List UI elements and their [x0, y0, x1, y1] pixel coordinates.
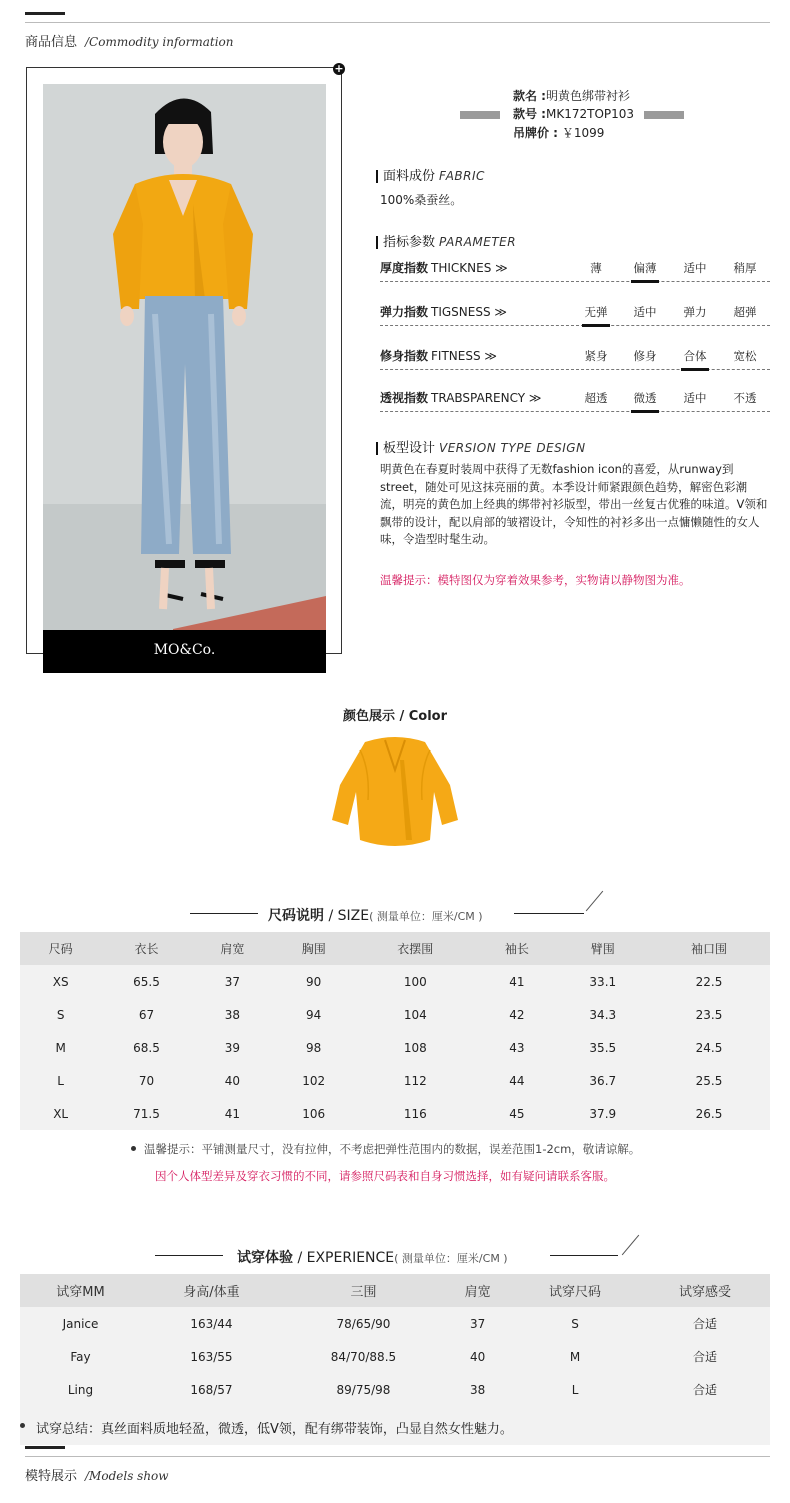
product-code: MK172TOP103	[545, 107, 635, 121]
parameter-label-cn: 弹力指数	[380, 305, 429, 319]
plus-icon[interactable]: +	[334, 62, 344, 75]
table-cell: 78/65/90	[282, 1307, 445, 1340]
table-row	[20, 1064, 770, 1097]
bullet-icon	[20, 1423, 25, 1428]
parameter-option: 适中	[633, 305, 657, 319]
parameter-option: 适中	[683, 261, 707, 275]
parameter-label	[380, 303, 507, 320]
table-cell: 26.5	[648, 1097, 770, 1130]
table-cell: 41	[192, 1097, 273, 1130]
table-cell: 163/44	[141, 1307, 282, 1340]
table-cell: 163/55	[141, 1340, 282, 1373]
parameter-label-cn: 透视指数	[380, 391, 429, 405]
parameter-heading	[376, 236, 516, 249]
table-cell: 102	[273, 1064, 354, 1097]
table-cell: 44	[476, 1064, 557, 1097]
table-cell: 22.5	[648, 965, 770, 998]
size-note: 温馨提示：平铺测量尺寸，没有拉伸，不考虑把弹性范围内的数据，误差范围1-2cm，敬请谅解。	[144, 1142, 641, 1156]
table-header-cell: 袖长	[504, 942, 529, 956]
parameter-option: 稍厚	[733, 261, 757, 275]
parameter-row	[380, 299, 770, 326]
table-row	[20, 1307, 770, 1340]
table-cell: 108	[354, 1031, 476, 1064]
table-cell: 34.3	[558, 998, 648, 1031]
parameter-label-en: THICKNES ≫	[431, 261, 508, 275]
table-cell: XL	[20, 1097, 101, 1130]
table-header-cell: 三围	[350, 1285, 377, 1300]
table-cell: M	[510, 1340, 640, 1373]
table-cell: XS	[20, 965, 101, 998]
design-description: 明黄色在春夏时装周中获得了无数fashion icon的喜爱，从runway到street，随处可见这抹亮丽的黄。本季设计师紧跟颜色趋势，解密色彩潮流，明亮的黄色加上经典的绑带衬衫版型，带出一丝复古优雅的味道。V领和飘带的设计，配以肩部的皱褶设计，令知性的衬衫多出一点慵懒随性的女人味，令造型时髦生动。	[380, 462, 768, 546]
parameter-label-en: FITNESS ≫	[431, 349, 497, 363]
table-row	[20, 1097, 770, 1130]
model-photo	[43, 84, 326, 630]
experience-title-line-right	[550, 1255, 618, 1256]
table-header-cell: 试穿尺码	[549, 1285, 602, 1300]
table-cell: L	[510, 1373, 640, 1406]
table-header-row	[20, 1274, 770, 1307]
size-title-line-left	[190, 913, 258, 914]
color-swatch-shirt[interactable]	[330, 730, 460, 860]
table-header-cell: 臂围	[590, 942, 615, 956]
design-title-cn: 板型设计	[383, 441, 436, 456]
models-section-title	[25, 1465, 169, 1484]
table-row	[20, 1031, 770, 1064]
section-accent-bar	[25, 12, 65, 15]
section-title-en: /Commodity information	[85, 35, 234, 49]
table-header-cell: 袖口围	[691, 942, 728, 956]
model-illustration	[43, 84, 326, 630]
fitting-summary	[20, 1406, 770, 1445]
design-title-en: VERSION TYPE DESIGN	[439, 441, 586, 455]
parameter-option: 宽松	[733, 349, 757, 363]
parameter-label	[380, 389, 542, 406]
table-cell: 33.1	[558, 965, 648, 998]
product-name: 明黄色绑带衬衫	[545, 89, 630, 103]
parameter-option: 紧身	[584, 349, 608, 363]
table-cell: 90	[273, 965, 354, 998]
table-cell: 100	[354, 965, 476, 998]
table-cell: 25.5	[648, 1064, 770, 1097]
table-cell: 36.7	[558, 1064, 648, 1097]
fitting-summary-text: 试穿总结：真丝面料质地轻盈，微透，低V领，配有绑带装饰，凸显自然女性魅力。	[36, 1422, 513, 1437]
parameter-option: 弹力	[683, 305, 707, 319]
parameter-title-cn: 指标参数	[383, 235, 436, 250]
table-cell: 106	[273, 1097, 354, 1130]
table-cell: 38	[445, 1373, 510, 1406]
info-decor-bar-right	[644, 111, 684, 119]
section-title-en: /Models show	[85, 1469, 169, 1483]
size-title-line-right	[514, 913, 584, 914]
experience-table	[20, 1274, 770, 1406]
size-unit: ( 测量单位：厘米/CM )	[369, 910, 483, 923]
product-code-line	[513, 105, 634, 122]
info-decor-bar-left	[460, 111, 500, 119]
experience-title	[237, 1247, 508, 1267]
table-cell: 42	[476, 998, 557, 1031]
table-cell: 112	[354, 1064, 476, 1097]
table-header-cell: 肩宽	[464, 1285, 491, 1300]
table-cell: M	[20, 1031, 101, 1064]
table-cell: 98	[273, 1031, 354, 1064]
table-cell: 37.9	[558, 1097, 648, 1130]
experience-title-line-left	[155, 1255, 223, 1256]
fabric-content: 100%桑蚕丝。	[380, 193, 463, 207]
size-title-slash	[586, 891, 603, 912]
experience-title-en: / EXPERIENCE	[297, 1250, 395, 1266]
table-cell: 39	[192, 1031, 273, 1064]
table-cell: Ling	[20, 1373, 141, 1406]
parameter-label-en: TRABSPARENCY ≫	[431, 391, 542, 405]
parameter-option-selected: 无弹	[576, 304, 616, 320]
commodity-section-title	[25, 31, 234, 50]
table-cell: S	[20, 998, 101, 1031]
table-cell: 89/75/98	[282, 1373, 445, 1406]
parameter-label-cn: 修身指数	[380, 349, 429, 363]
parameter-option-selected: 微透	[625, 390, 665, 406]
parameter-option: 薄	[590, 261, 602, 275]
table-cell: 24.5	[648, 1031, 770, 1064]
table-cell: S	[510, 1307, 640, 1340]
table-cell: L	[20, 1064, 101, 1097]
product-code-label: 款号 :	[513, 107, 546, 121]
table-row	[20, 998, 770, 1031]
fabric-heading	[376, 170, 485, 183]
table-cell: 116	[354, 1097, 476, 1130]
table-header-cell: 肩宽	[220, 942, 245, 956]
table-header-cell: 试穿感受	[679, 1285, 732, 1300]
parameter-label	[380, 347, 497, 364]
size-table	[20, 932, 770, 1130]
table-cell: Janice	[20, 1307, 141, 1340]
section-divider	[25, 22, 770, 23]
size-title-en: / SIZE	[328, 908, 370, 924]
table-cell: 40	[192, 1064, 273, 1097]
table-cell: 37	[445, 1307, 510, 1340]
bullet-icon	[131, 1146, 136, 1151]
table-cell: 45	[476, 1097, 557, 1130]
table-header-row	[20, 932, 770, 965]
size-title	[268, 905, 483, 925]
table-cell: 104	[354, 998, 476, 1031]
product-price-label: 吊牌价 :	[513, 126, 558, 140]
fabric-title-cn: 面料成份	[383, 169, 436, 184]
shirt-icon	[330, 730, 460, 860]
section-title-cn: 商品信息	[25, 35, 78, 50]
brand-logo-bar	[43, 630, 326, 673]
brand-logo: MO&Co.	[153, 642, 216, 658]
table-header-cell: 衣长	[134, 942, 159, 956]
table-cell: 合适	[640, 1307, 770, 1340]
parameter-row	[380, 255, 770, 282]
table-cell: 84/70/88.5	[282, 1340, 445, 1373]
parameter-row	[380, 343, 770, 370]
parameter-label-en: TIGSNESS ≫	[431, 305, 507, 319]
model-photo-tip: 温馨提示：模特图仅为穿着效果参考，实物请以静物图为准。	[380, 573, 691, 587]
table-cell: 37	[192, 965, 273, 998]
table-row	[20, 965, 770, 998]
parameter-option: 不透	[733, 391, 757, 405]
design-heading	[376, 442, 586, 455]
table-cell: 35.5	[558, 1031, 648, 1064]
table-cell: 43	[476, 1031, 557, 1064]
parameter-option-selected: 合体	[675, 348, 715, 364]
table-cell: 23.5	[648, 998, 770, 1031]
parameter-label-cn: 厚度指数	[380, 261, 429, 275]
experience-title-slash	[622, 1235, 639, 1256]
parameter-option-selected: 偏薄	[625, 260, 665, 276]
parameter-row	[380, 385, 770, 412]
parameter-label	[380, 259, 508, 276]
table-cell: 71.5	[101, 1097, 191, 1130]
table-header-cell: 衣摆围	[397, 942, 434, 956]
fabric-title-en: FABRIC	[439, 169, 485, 183]
parameter-option: 修身	[633, 349, 657, 363]
table-cell: 65.5	[101, 965, 191, 998]
section-accent-bar	[25, 1446, 65, 1449]
parameter-option: 适中	[683, 391, 707, 405]
product-price: ￥1099	[561, 126, 605, 140]
table-cell: Fay	[20, 1340, 141, 1373]
experience-title-cn: 试穿体验	[237, 1250, 293, 1266]
parameter-option: 超弹	[733, 305, 757, 319]
table-cell: 67	[101, 998, 191, 1031]
table-cell: 合适	[640, 1340, 770, 1373]
size-title-cn: 尺码说明	[268, 908, 324, 924]
table-cell: 41	[476, 965, 557, 998]
size-note-red: 因个人体型差异及穿衣习惯的不同，请参照尺码表和自身习惯选择，如有疑问请联系客服。	[155, 1169, 615, 1183]
table-cell: 68.5	[101, 1031, 191, 1064]
table-cell: 168/57	[141, 1373, 282, 1406]
section-divider	[25, 1456, 770, 1457]
product-name-label: 款名 :	[513, 89, 546, 103]
table-header-cell: 身高/体重	[183, 1285, 240, 1300]
experience-unit: ( 测量单位：厘米/CM )	[394, 1252, 508, 1265]
table-cell: 38	[192, 998, 273, 1031]
product-name-line	[513, 87, 630, 104]
table-header-cell: 尺码	[48, 942, 73, 956]
table-row	[20, 1373, 770, 1406]
table-header-cell: 试穿MM	[56, 1285, 105, 1300]
table-cell: 94	[273, 998, 354, 1031]
table-cell: 40	[445, 1340, 510, 1373]
color-title: 颜色展示 / Color	[342, 709, 448, 724]
table-header-cell: 胸围	[301, 942, 326, 956]
parameter-title-en: PARAMETER	[439, 235, 517, 249]
parameter-option: 超透	[584, 391, 608, 405]
section-title-cn: 模特展示	[25, 1469, 78, 1484]
table-cell: 70	[101, 1064, 191, 1097]
table-cell: 合适	[640, 1373, 770, 1406]
product-price-line	[513, 124, 604, 141]
table-row	[20, 1340, 770, 1373]
